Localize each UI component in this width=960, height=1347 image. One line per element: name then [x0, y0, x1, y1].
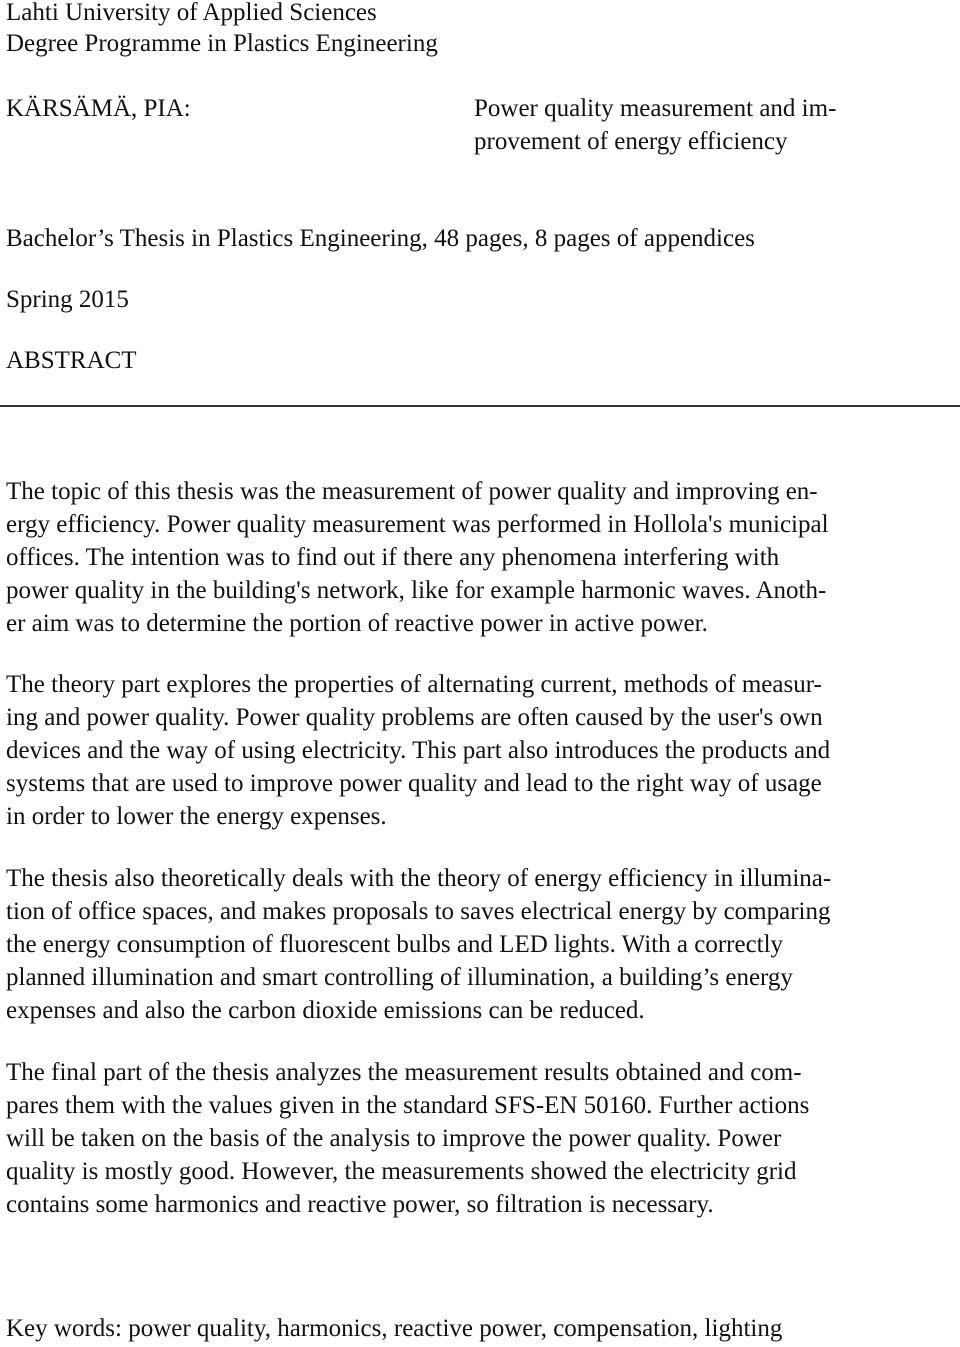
paragraph-line: the energy consumption of fluorescent bulbs and LED lights. With a correctly — [6, 931, 784, 958]
paragraph-line: The theory part explores the properties of alternating current, methods of measur- — [6, 671, 822, 698]
paragraph-line: systems that are used to improve power quality and lead to the right way of usage — [6, 770, 822, 797]
paragraph-line: pares them with the values given in the standard SFS-EN 50160. Further actions — [6, 1092, 810, 1119]
section-divider — [0, 405, 960, 407]
paragraph-line: offices. The intention was to find out if there any phenomena interfering with — [6, 544, 780, 571]
paragraph-line: tion of office spaces, and makes proposals to saves electrical energy by comparing — [6, 898, 831, 925]
paragraph-line: expenses and also the carbon dioxide emissions can be reduced. — [6, 997, 645, 1024]
university-name: Lahti University of Applied Sciences — [6, 0, 377, 26]
paragraph-line: contains some harmonics and reactive power, so filtration is necessary. — [6, 1191, 714, 1218]
author-name: KÄRSÄMÄ, PIA: — [6, 95, 191, 122]
paragraph-line: The topic of this thesis was the measurement of power quality and improving en- — [6, 478, 818, 505]
paragraph-line: The final part of the thesis analyzes the measurement results obtained and com- — [6, 1059, 802, 1086]
paragraph-line: will be taken on the basis of the analysis to improve the power quality. Power — [6, 1125, 782, 1152]
degree-programme: Degree Programme in Plastics Engineering — [6, 30, 438, 57]
paragraph-line: in order to lower the energy expenses. — [6, 803, 387, 830]
abstract-heading: ABSTRACT — [6, 347, 137, 374]
thesis-date: Spring 2015 — [6, 286, 129, 313]
paragraph-line: ing and power quality. Power quality problems are often caused by the user's own — [6, 704, 823, 731]
paragraph-line: devices and the way of using electricity. This part also introduces the products and — [6, 737, 831, 764]
paragraph-line: The thesis also theoretically deals with the theory of energy efficiency in illumina- — [6, 865, 832, 892]
paragraph-line: quality is mostly good. However, the measurements showed the electricity grid — [6, 1158, 797, 1185]
thesis-title-line: Power quality measurement and im- — [474, 95, 837, 122]
paragraph-line: power quality in the building's network, like for example harmonic waves. Anoth- — [6, 577, 827, 604]
thesis-title-line: provement of energy efficiency — [474, 128, 788, 155]
paragraph-line: ergy efficiency. Power quality measurement was performed in Hollola's municipal — [6, 511, 829, 538]
thesis-info: Bachelor’s Thesis in Plastics Engineering, 48 pages, 8 pages of appendices — [6, 225, 755, 252]
paragraph-line: er aim was to determine the portion of reactive power in active power. — [6, 610, 708, 637]
paragraph-line: planned illumination and smart controlling of illumination, a building’s energy — [6, 964, 793, 991]
keywords-line: Key words: power quality, harmonics, reactive power, compensation, lighting — [6, 1315, 783, 1342]
